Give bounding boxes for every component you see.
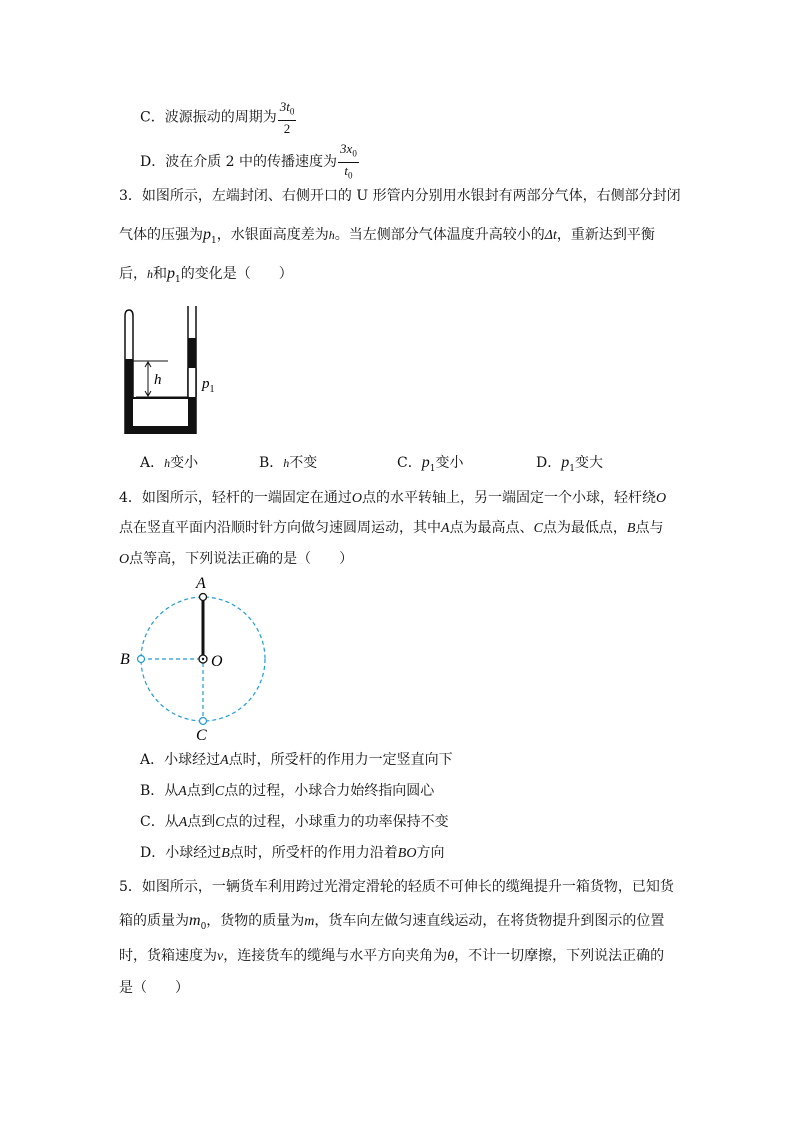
q4-stem-line2: 点在竖直平面内沿顺时针方向做匀速圆周运动，其中A点为最高点、C点为最低点，B点与 bbox=[119, 520, 664, 536]
q3-option-a[interactable]: A．h变小 bbox=[140, 455, 199, 471]
point-c bbox=[200, 718, 207, 725]
q4-stem-line3: O点等高，下列说法正确的是（ ） bbox=[119, 551, 354, 567]
label-c: C bbox=[196, 727, 207, 742]
mercury-right-upper bbox=[188, 338, 196, 368]
q3-stem-line1: 3．如图所示，左端封闭、右侧开口的 U 形管内分别用水银封有两部分气体，右侧部分封闭 bbox=[119, 188, 681, 204]
q2-c-fraction: $\frac{3t_0}{2}$ bbox=[279, 99, 295, 136]
q4-stem-line1: 4．如图所示，轻杆的一端固定在通过O点的水平转轴上，另一端固定一个小球，轻杆绕O bbox=[119, 490, 667, 506]
point-b bbox=[138, 656, 145, 663]
ball-at-a bbox=[200, 594, 207, 601]
q4-option-c[interactable]: C．从A点到C点的过程，小球重力的功率保持不变 bbox=[140, 814, 449, 830]
q4-option-b[interactable]: B．从A点到C点的过程，小球合力始终指向圆心 bbox=[140, 783, 435, 799]
label-h: h bbox=[154, 372, 162, 388]
q5-stem-line4: 是（ ） bbox=[119, 980, 189, 996]
q3-stem-line2: 气体的压强为$p_1$，水银面高度差为h。当左侧部分气体温度升高较小的Δt，重新达到平衡 bbox=[119, 226, 655, 246]
q4-option-a[interactable]: A．小球经过A点时，所受杆的作用力一定竖直向下 bbox=[140, 752, 453, 768]
q2-option-c[interactable]: C．波源振动的周期为 $\frac{3t_0}{2}$ bbox=[140, 99, 295, 136]
q4-option-d[interactable]: D．小球经过B点时，所受杆的作用力沿着BO方向 bbox=[140, 845, 445, 861]
q3-stem-line3: 后，h和$p_1$的变化是（ ） bbox=[119, 265, 293, 285]
label-p1: $p_1$ bbox=[202, 376, 215, 395]
q2-option-d[interactable]: D．波在介质 2 中的传播速度为 $\frac{3x_0}{t_0}$ bbox=[140, 141, 360, 183]
label-a: A bbox=[196, 575, 206, 592]
q3-option-b[interactable]: B．h不变 bbox=[259, 455, 318, 471]
label-b: B bbox=[120, 651, 130, 668]
q2-d-fraction: $\frac{3x_0}{t_0}$ bbox=[340, 141, 357, 181]
q3-option-c[interactable]: C．$p_1$变小 bbox=[397, 454, 464, 474]
circular-motion-figure bbox=[116, 572, 276, 742]
label-o: O bbox=[211, 653, 223, 670]
q3-option-d[interactable]: D．$p_1$变大 bbox=[536, 454, 603, 474]
u-tube-figure bbox=[118, 306, 228, 438]
q5-stem-line1: 5．如图所示，一辆货车利用跨过光滑定滑轮的轻质不可伸长的缆绳提升一箱货物，已知货 bbox=[119, 879, 674, 895]
q5-stem-line3: 时，货箱速度为v，连接货车的缆绳与水平方向夹角为θ，不计一切摩擦，下列说法正确的 bbox=[119, 948, 665, 964]
q5-stem-line2: 箱的质量为$m_0$，货物的质量为m，货车向左做匀速直线运动，在将货物提升到图示的位置 bbox=[119, 912, 665, 932]
